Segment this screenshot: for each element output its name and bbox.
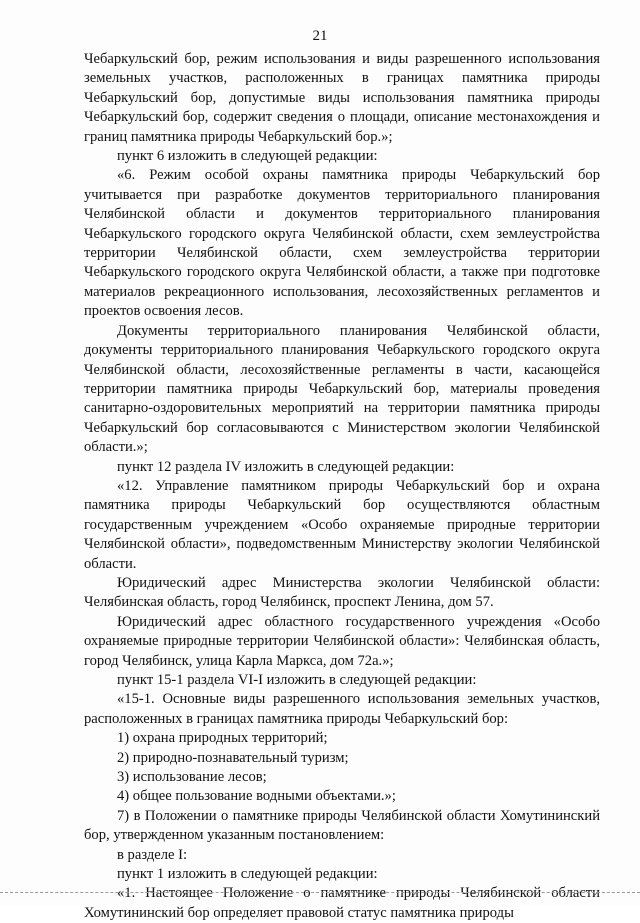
paragraph: Чебаркульский бор, режим использования и виды разрешенного использования земельных участков, расположенных в границах памятника природы Чебаркульский бор, допустимые виды использования памятника природы Чебаркульский бор, содержит сведения о площади, описание местонахождения и границ памятника природы Чебаркульский бор.»;	[84, 51, 600, 145]
paragraph: 1) охрана природных территорий;	[117, 730, 328, 747]
paragraph: 4) общее пользование водными объектами.»;	[117, 788, 396, 805]
paragraph: Документы территориального планирования Челябинской области, документы территориального планирования Чебаркульского городского округа Челябинской области, лесохозяйственные регламенты в части, касающейся территории памятника природы Чебаркульский бор, материалы проведения санитарно-оздоровительных мероприятий на территории памятника природы Чебаркульский бор согласовываются с Министерством экологии Челябинской области.»;	[84, 322, 600, 456]
document-body	[84, 50, 600, 923]
paragraph: «15-1. Основные виды разрешенного использования земельных участков, расположенных в границах памятника природы Чебаркульский бор:	[84, 691, 600, 727]
paragraph: 7) в Положении о памятнике природы Челябинской области Хомутининский бор, утвержденном указанным постановлением:	[84, 807, 600, 844]
paragraph: пункт 12 раздела IV изложить в следующей редакции:	[117, 458, 455, 475]
paragraph: Юридический адрес областного государственного учреждения «Особо охраняемые природные территории Челябинской области»: Челябинская область, город Челябинск, улица Карла Маркса, дом 72а.»;	[84, 613, 600, 669]
page-number: 21	[312, 28, 328, 44]
paragraph: пункт 1 изложить в следующей редакции:	[117, 866, 378, 883]
paragraph: пункт 15-1 раздела VI-I изложить в следующей редакции:	[117, 672, 477, 688]
paragraph: в разделе I:	[117, 846, 188, 863]
paragraph: Юридический адрес Министерства экологии Челябинской области: Челябинская область, город Челябинск, проспект Ленина, дом 57.	[84, 574, 600, 611]
paragraph: «1. Настоящее Положение о памятнике природы Челябинской области Хомутининский бор определяет правовой статус памятника природы	[84, 885, 600, 921]
paragraph: пункт 6 изложить в следующей редакции:	[117, 148, 378, 165]
paragraph: «6. Режим особой охраны памятника природы Чебаркульский бор учитывается при разработке документов территориального планирования Челябинской области и документов территориального планирования Чебаркульского городского округа Челябинской области, схем землеустройства территории Челябинской области, схем землеустройства территории Чебаркульского городского округа Челябинской области, а также при подготовке материалов рекреационного использования, лесохозяйственных регламентов и проектов освоения лесов.	[84, 167, 600, 320]
paragraph: 2) природно-познавательный туризм;	[117, 749, 349, 766]
paragraph: 3) использование лесов;	[117, 769, 267, 786]
paragraph: «12. Управление памятником природы Чебаркульский бор и охрана памятника природы Чебаркульский бор осуществляются областным государственным учреждением «Особо охраняемые природные территории Челябинской области», подведомственным Министерству экологии Челябинской области.	[84, 477, 600, 572]
scan-edge-line	[0, 892, 640, 893]
